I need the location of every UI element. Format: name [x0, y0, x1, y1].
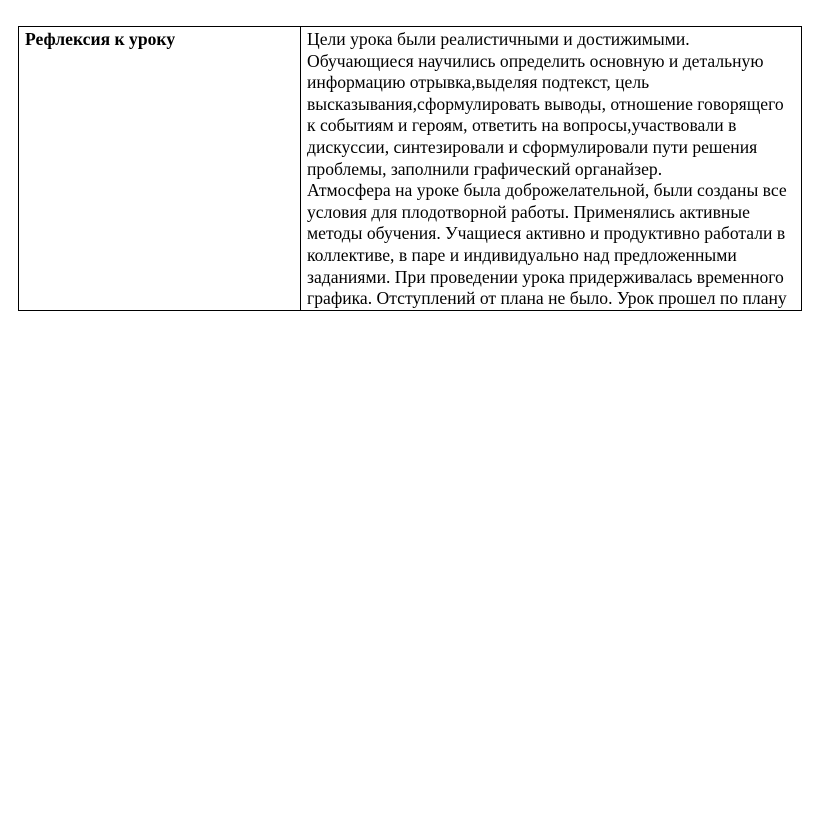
table-row [19, 27, 802, 311]
row-content-cell [301, 27, 802, 311]
reflection-table [18, 26, 802, 311]
row-label-cell [19, 27, 301, 311]
goals-paragraph: Цели урока были реалистичными и достижимыми. Обучающиеся научились определить основную и детальную информацию отрывка,выделяя подтекст, цель высказывания,сформулировать выводы, отношение говорящего к событиям и героям, ответить на вопросы,участвовали в дискуссии, синтезировали и сформулировали пути решения проблемы, заполнили графический органайзер. [307, 29, 784, 179]
row-label: Рефлексия к уроку [25, 29, 176, 49]
atmosphere-paragraph: Атмосфера на уроке была доброжелательной, были созданы все условия для плодотворной работы. Применялись активные методы обучения. Учащиеся активно и продуктивно работали в коллективе, в паре и индивидуально над предложенными заданиями. При проведении урока придерживалась временного графика. Отступлений от плана не было. Урок прошел по плану [307, 180, 787, 309]
